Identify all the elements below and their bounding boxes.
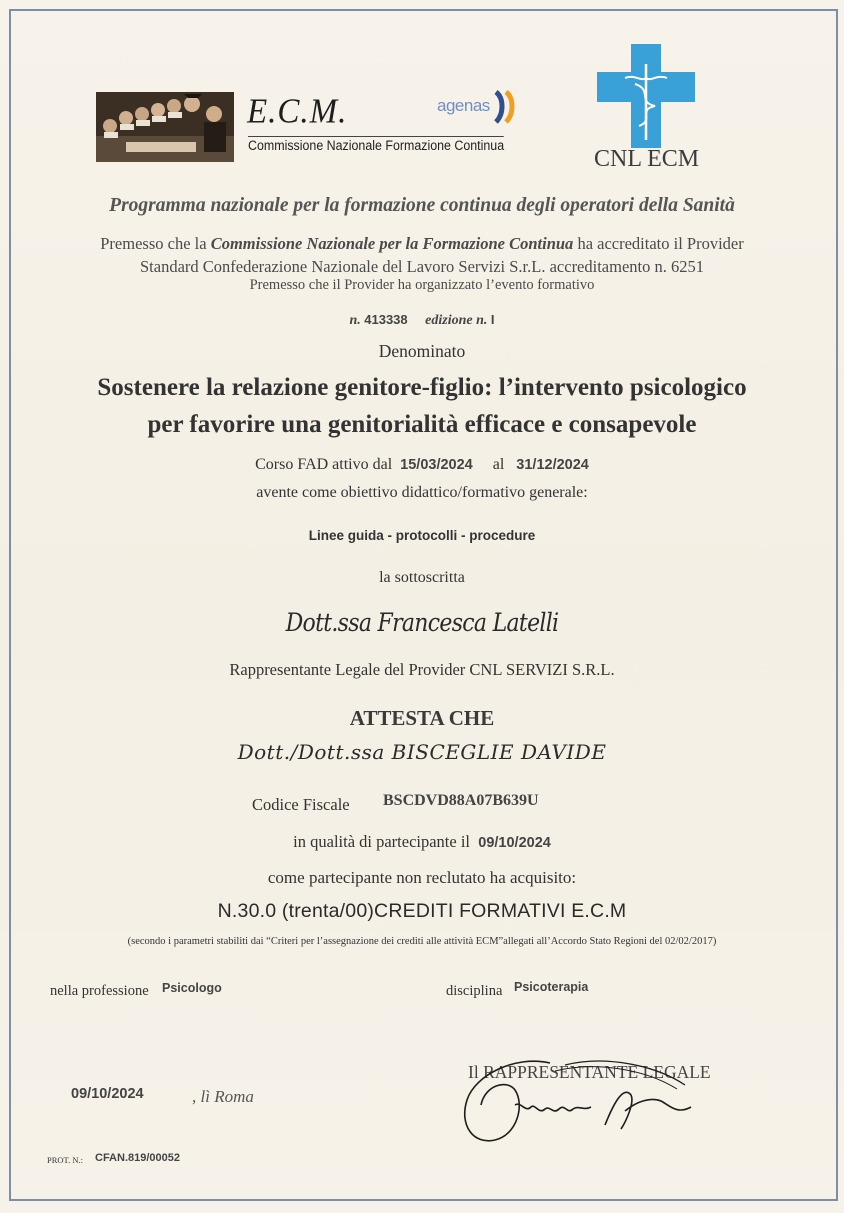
cnl-ecm-logo-text: CNL ECM — [594, 146, 700, 172]
objective-text: avente come obiettivo didattico/formativo generale: — [256, 484, 588, 501]
credits-params-note: (secondo i parametri stabiliti dai “Criteri per l’assegnazione dei crediti alle attività ECM”allegati all’Accordo Stato Regioni del 02/02/2017) — [127, 936, 717, 947]
premise-text: Premesso che la — [100, 234, 211, 253]
handwritten-signature-icon — [455, 1045, 725, 1155]
agenas-mark-icon — [490, 88, 520, 126]
discipline-value: Psicoterapia — [514, 980, 589, 994]
course-title-line-1: Sostenere la relazione genitore-figlio: l’intervento psicologico — [97, 374, 747, 401]
end-date: 31/12/2024 — [516, 457, 589, 473]
event-number-row — [0, 312, 844, 329]
participant-name: Dott./Dott.ssa BISCEGLIE DAVIDE — [237, 740, 607, 764]
participation-date: 09/10/2024 — [478, 835, 551, 851]
profession-value: Psicologo — [162, 981, 222, 995]
agenas-logo: agenas — [437, 96, 490, 115]
attesta-heading: ATTESTA CHE — [349, 706, 495, 730]
dates-prefix: Corso FAD attivo dal — [255, 456, 393, 473]
protocol-label: PROT. N.: — [47, 1155, 83, 1165]
signer-role: Rappresentante Legale del Provider CNL SERVIZI S.R.L. — [229, 660, 615, 679]
signer-intro: la sottoscritta — [379, 569, 465, 586]
denominato-label: Denominato — [378, 341, 466, 361]
event-number-label: n. — [349, 313, 361, 328]
signer-name: Dott.ssa Francesca Latelli — [285, 608, 559, 637]
program-title: Programma nazionale per la formazione continua degli operatori della Sanità — [109, 195, 735, 216]
protocol-number: CFAN.819/00052 — [95, 1152, 180, 1164]
ecm-logo-subtitle: Commissione Nazionale Formazione Continua — [248, 138, 505, 153]
course-title — [0, 369, 844, 443]
credits-value: N.30.0 (trenta/00)CREDITI FORMATIVI E.C.M — [217, 900, 627, 922]
discipline-label: disciplina — [446, 983, 503, 999]
issue-date: 09/10/2024 — [71, 1086, 144, 1102]
ecm-logo-title: E.C.M. — [247, 93, 348, 131]
course-title-line-2: per favorire una genitorialità efficace e consapevole — [147, 411, 697, 438]
premise-line-1 — [0, 234, 844, 254]
medical-cross-icon — [597, 44, 695, 148]
legal-rep-label: Il RAPPRESENTANTE LEGALE — [468, 1062, 711, 1082]
participation-row — [0, 832, 844, 852]
commission-name: Commissione Nazionale per la Formazione Continua — [210, 234, 574, 253]
edition-number: I — [490, 312, 495, 327]
dates-mid: al — [492, 456, 505, 473]
objective-value: Linee guida - protocolli - procedure — [308, 528, 536, 543]
profession-label: nella professione — [50, 983, 149, 999]
premise-line-3: Premesso che il Provider ha organizzato l’evento formativo — [249, 277, 595, 293]
acquired-text: come partecipante non reclutato ha acquisito: — [267, 868, 577, 887]
event-number: 413338 — [364, 312, 408, 327]
certificate-border — [9, 9, 838, 1201]
premise-line-2: Standard Confederazione Nazionale del Lavoro Servizi S.r.L. accreditamento n. 6251 — [139, 257, 704, 276]
start-date: 15/03/2024 — [400, 457, 473, 473]
course-dates — [0, 456, 844, 474]
fiscal-code-value: BSCDVD88A07B639U — [383, 792, 539, 809]
anatomy-lesson-painting-icon — [96, 92, 234, 162]
issue-place: , lì Roma — [192, 1087, 254, 1106]
fiscal-code-label: Codice Fiscale — [252, 795, 350, 814]
participation-text: in qualità di partecipante il — [293, 832, 471, 851]
edition-label: edizione n. — [425, 313, 488, 328]
premise-text-end: ha accreditato il Provider — [573, 234, 744, 253]
